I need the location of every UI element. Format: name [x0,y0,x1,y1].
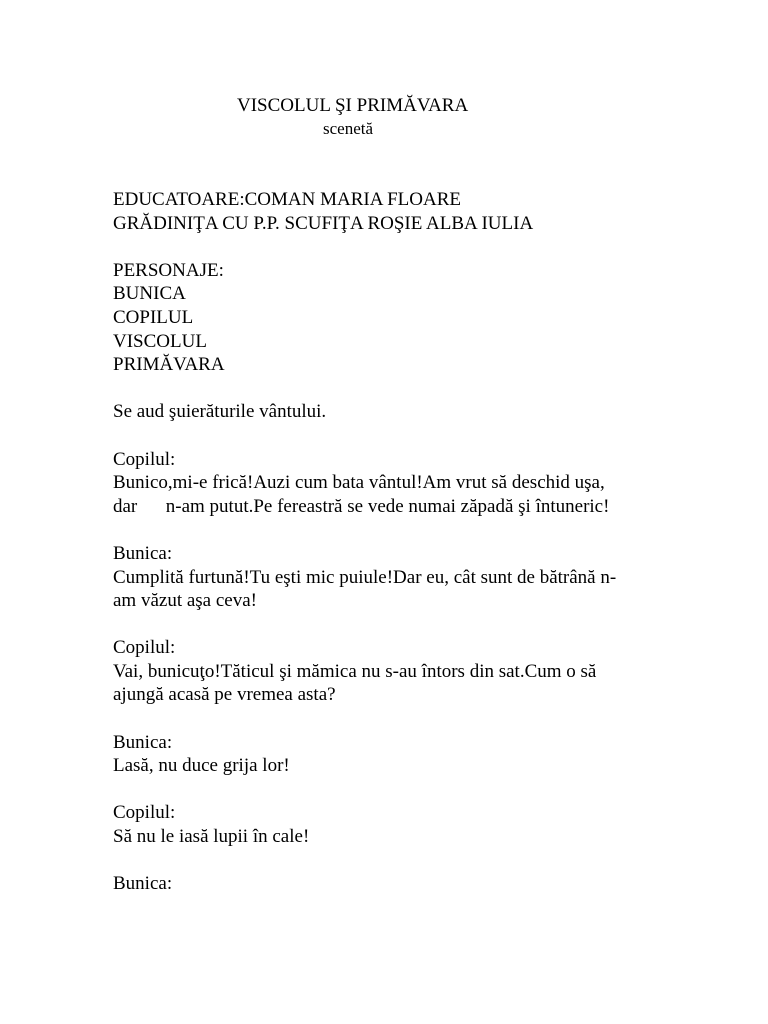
educator-line: EDUCATOARE:COMAN MARIA FLOARE [113,189,462,210]
character-item: VISCOLUL [113,330,207,352]
spacer [113,707,653,731]
characters-heading: PERSONAJE: [113,259,224,281]
dialogue-line: am văzut aşa ceva! [113,590,257,612]
dialogue-line: dar n-am putut.Pe fereastră se vede numai zăpadă şi întuneric! [113,495,610,517]
speaker-label: Bunica: [113,542,173,564]
spacer [113,518,653,542]
spacer [113,235,653,259]
dialogue-line: Să nu le iasă lupii în cale! [113,826,310,848]
speaker-label: Copilul: [113,802,176,824]
document-body [113,188,653,896]
dialogue-line: Lasă, nu duce grija lor! [113,755,290,777]
speaker-label: Copilul: [113,637,176,659]
dialogue-line: ajungă acasă pe vremea asta? [113,684,336,706]
speaker-label: Bunica: [113,731,173,753]
character-item: COPILUL [113,306,194,328]
dialogue-line: Bunico,mi-e frică!Auzi cum bata vântul!Am vrut să deschid uşa, [113,472,605,494]
spacer [113,613,653,637]
dialogue-line: Vai, bunicuţo!Tăticul şi mămica nu s-au întors din sat.Cum o să [113,660,597,682]
school-line: GRĂDINIŢA CU P.P. SCUFIŢA ROŞIE ALBA IULIA [113,212,534,234]
spacer [113,778,653,802]
document-title: VISCOLUL ŞI PRIMĂVARA [237,95,469,116]
speaker-label: Copilul: [113,448,176,470]
character-item: PRIMĂVARA [113,354,225,376]
document-subtitle: scenetă [323,119,374,138]
dialogue-line: Cumplită furtună!Tu eşti mic puiule!Dar eu, cât sunt de bătrână n- [113,566,617,588]
spacer [113,849,653,873]
speaker-label: Bunica: [113,873,173,895]
spacer [113,377,653,401]
character-item: BUNICA [113,283,186,305]
stage-direction: Se aud şuierăturile vântului. [113,401,327,423]
spacer [113,424,653,448]
